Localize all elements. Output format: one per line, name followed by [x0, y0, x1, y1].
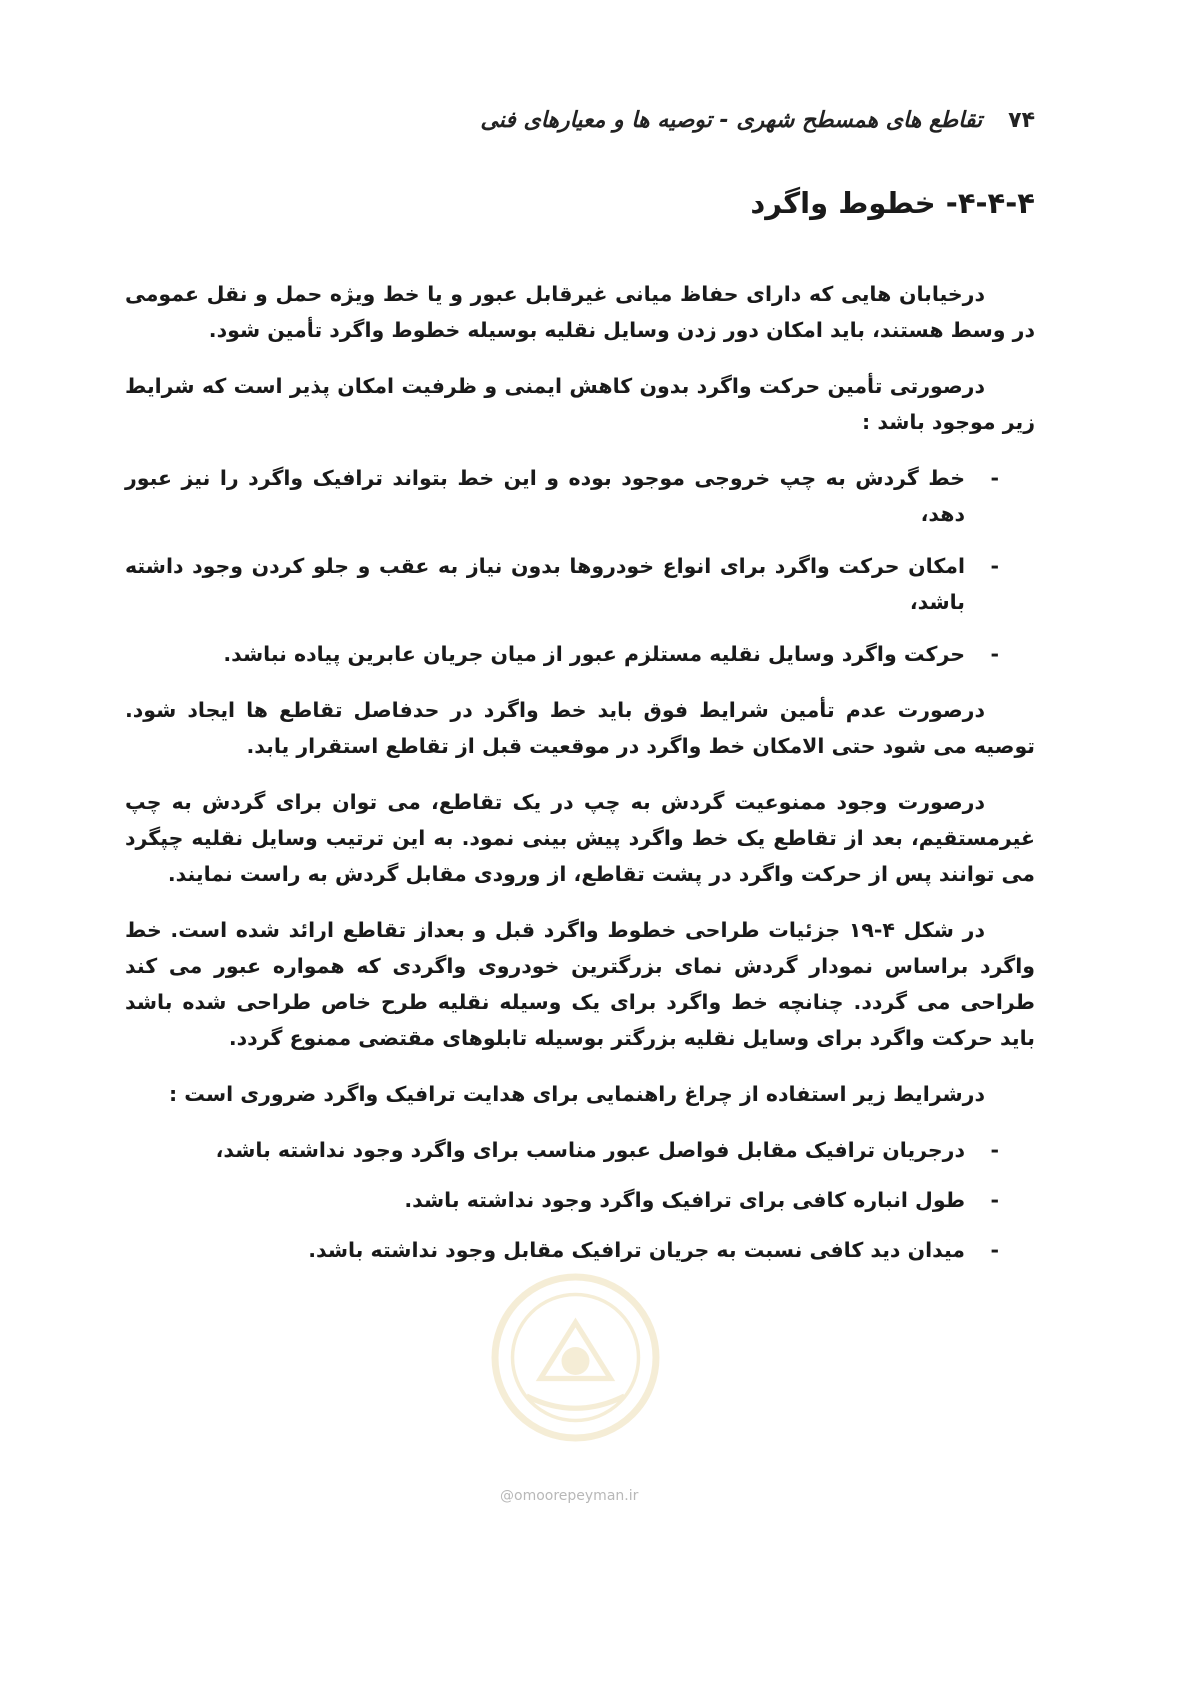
bullet-dash: - [990, 466, 999, 490]
paragraph-signals-intro: درشرایط زیر استفاده از چراغ راهنمایی برای هدایت ترافیک واگرد ضروری است : [168, 1082, 985, 1106]
bullet-dash: - [990, 1238, 999, 1262]
list-item-text: میدان دید کافی نسبت به جریان ترافیک مقابل وجود نداشته باشد. [308, 1238, 965, 1262]
running-header [465, 108, 1035, 133]
list-item [125, 1132, 1035, 1168]
list-item-text: درجریان ترافیک مقابل فواصل عبور مناسب برای واگرد وجود نداشته باشد، [215, 1138, 965, 1162]
watermark-seal-icon [488, 1270, 663, 1445]
conditions-list [125, 460, 1035, 672]
section-body [125, 276, 1035, 1288]
bullet-dash: - [990, 1188, 999, 1212]
bullet-dash: - [990, 554, 999, 578]
list-item-text: طول انباره کافی برای ترافیک واگرد وجود نداشته باشد. [404, 1188, 965, 1212]
list-item [125, 636, 1035, 672]
paragraph-intro: درخیابان هایی که دارای حفاظ میانی غیرقابل عبور و یا خط ویژه حمل و نقل عمومی در وسط هستند، باید امکان دور زدن وسایل نقلیه بوسیله خطوط واگرد تأمین شود. [125, 282, 1035, 342]
paragraph-midblock: درصورت عدم تأمین شرایط فوق باید خط واگرد در حدفاصل تقاطع ها ایجاد شود. توصیه می شود حتی الامکان خط واگرد در موقعیت قبل از تقاطع استقرار یابد. [125, 698, 1035, 758]
section-heading: ۴-۴-۴- خطوط واگرد [750, 186, 1035, 220]
list-item [125, 1232, 1035, 1268]
bullet-dash: - [990, 1138, 999, 1162]
paragraph-conditions-intro: درصورتی تأمین حرکت واگرد بدون کاهش ایمنی و ظرفیت امکان پذیر است که شرایط زیر موجود باشد : [125, 374, 1035, 434]
list-item [125, 1182, 1035, 1218]
page-number: ۷۴ [1008, 108, 1035, 133]
paragraph-figure-reference: در شکل ۴-۱۹ جزئیات طراحی خطوط واگرد قبل و بعداز تقاطع ارائد شده است. خط واگرد براساس نمودار گردش نمای بزرگترین خودروی واگردی که همواره عبور می کند طراحی می گردد. چنانچه خط واگرد برای یک وسیله نقلیه طرح خاص طراحی شده باشد باید حرکت واگرد برای وسایل نقلیه بزرگتر بوسیله تابلوهای مقتضی ممنوع گردد. [125, 918, 1035, 1050]
watermark-text: @omoorepeyman.ir [500, 1488, 639, 1504]
list-item [125, 460, 1035, 532]
list-item-text: حرکت واگرد وسایل نقلیه مستلزم عبور از میان جریان عابرین پیاده نباشد. [223, 642, 965, 666]
bullet-dash: - [990, 642, 999, 666]
paragraph-indirect-left: درصورت وجود ممنوعیت گردش به چپ در یک تقاطع، می توان برای گردش به چپ غیرمستقیم، بعد از تقاطع یک خط واگرد پیش بینی نمود. به این ترتیب وسایل نقلیه چپگرد می توانند پس از حرکت واگرد در پشت تقاطع، از ورودی مقابل گردش به راست نمایند. [125, 790, 1035, 886]
list-item [125, 548, 1035, 620]
book-title: تقاطع های همسطح شهری - توصیه ها و معیارهای فنی [480, 108, 983, 133]
signals-list [125, 1132, 1035, 1268]
list-item-text: امکان حرکت واگرد برای انواع خودروها بدون نیاز به عقب و جلو کردن وجود داشته باشد، [125, 554, 965, 614]
list-item-text: خط گردش به چپ خروجی موجود بوده و این خط بتواند ترافیک واگرد را نیز عبور دهد، [125, 466, 965, 526]
